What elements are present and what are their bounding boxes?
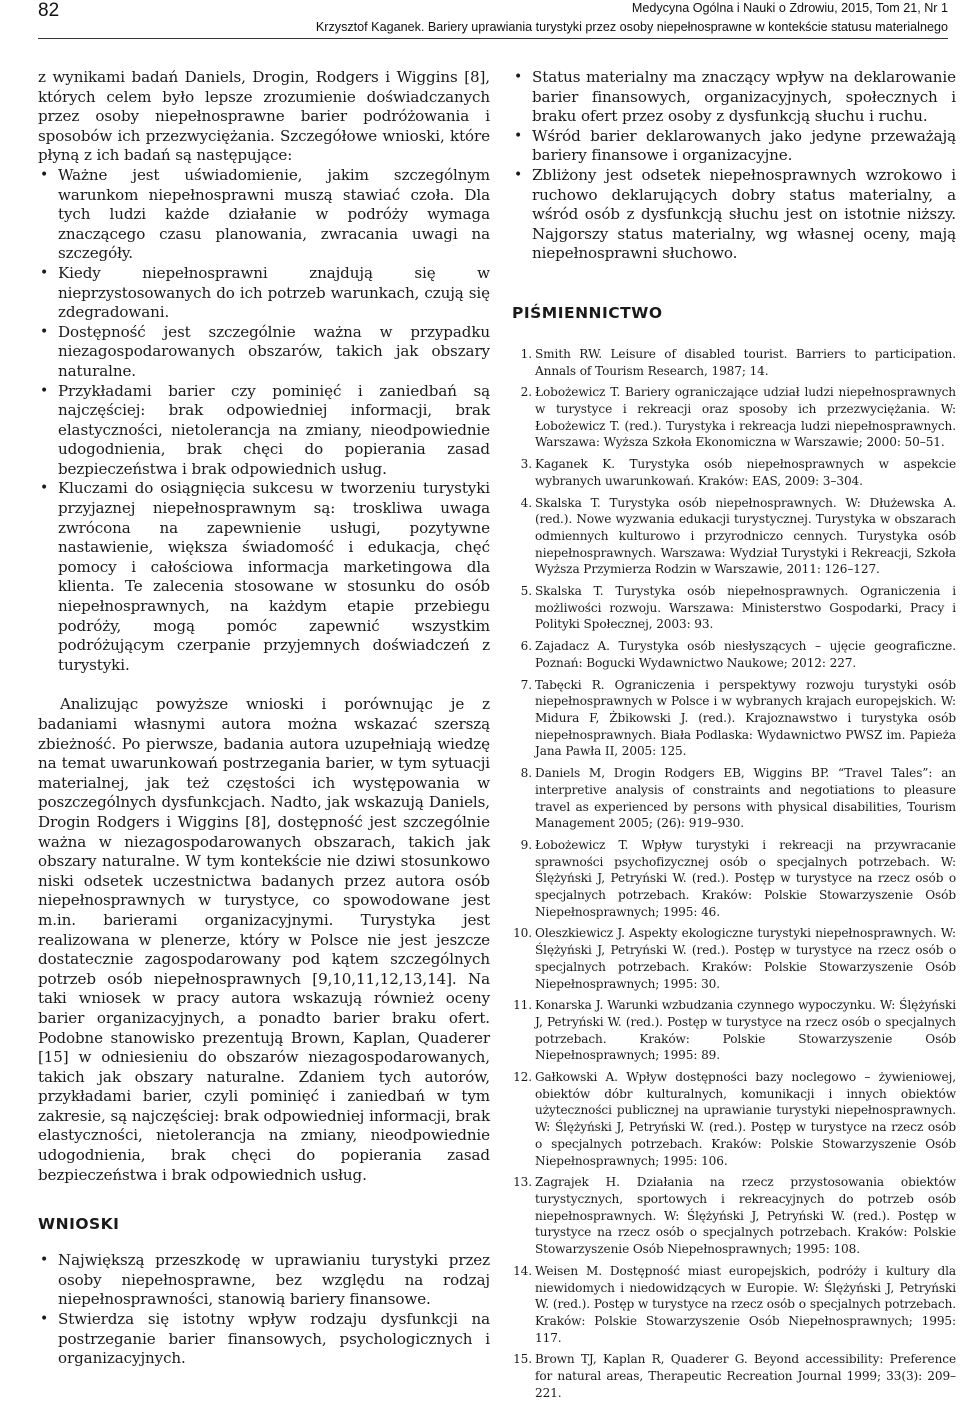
reference-item: [512, 765, 956, 832]
reference-number: 14.: [513, 1263, 532, 1278]
reference-number: 13.: [513, 1175, 532, 1190]
findings-item: [38, 264, 490, 323]
reference-item: [512, 583, 956, 633]
reference-number: 11.: [513, 998, 532, 1013]
section-heading-wnioski: WNIOSKI: [38, 1215, 120, 1234]
intro-paragraph: z wynikami badań Daniels, Drogin, Rodgers i Wiggins [8], których celem było lepsze zrozumienie doświadczanych przez osoby niepełnosprawne barier podróżowania i sposobów ich przezwyciężania. Szczegółowe wnioski, które płyną z ich badań są następujące:: [38, 68, 490, 165]
reference-text: Skalska T. Turystyka osób niepełnosprawnych. Ograniczenia i możliwości rozwoju. Warszawa: Ministerstwo Gospodarki, Pracy i Polityki Społecznej, 2003: 93.: [535, 584, 956, 632]
reference-number: 7.: [520, 677, 532, 692]
header-divider: [38, 38, 948, 39]
findings-text: Dostępność jest szczególnie ważna w przypadku niezagospodarowanych obszarów, takich jak obszary naturalne.: [58, 322, 490, 380]
references-list: [512, 346, 956, 1401]
reference-text: Kaganek K. Turystyka osób niepełnosprawnych w aspekcie wybranych uwarunkowań. Kraków: EAS, 2009: 3–304.: [535, 457, 956, 488]
conclusion-text: Zbliżony jest odsetek niepełnosprawnych wzrokowo i ruchowo deklarujących dobry status materialny, a wśród osób z dysfunkcją słuchu jest on istotnie niższy. Najgorszy status materialny, wg własnej oceny, mają niepełnosprawni słuchowo.: [532, 165, 956, 263]
right-column: [512, 68, 956, 1406]
reference-text: Smith RW. Leisure of disabled tourist. Barriers to participation. Annals of Tourism Research, 1987; 14.: [535, 346, 956, 378]
reference-item: [512, 997, 956, 1064]
bullet-icon: •: [40, 382, 49, 399]
reference-number: 15.: [513, 1352, 532, 1367]
reference-number: 2.: [520, 385, 532, 400]
findings-item: [38, 323, 490, 382]
reference-number: 4.: [520, 495, 532, 510]
reference-number: 6.: [520, 639, 532, 654]
reference-item: [512, 495, 956, 579]
findings-list: [38, 166, 490, 675]
reference-text: Daniels M, Drogin Rodgers EB, Wiggins BP. “Travel Tales”: an interpretive analysis of constraints and negotiations to pleasure travel as experienced by persons with physical disabilities, Tourism Management 2005; (26): 919–930.: [535, 766, 956, 831]
reference-number: 1.: [520, 346, 532, 361]
reference-item: [512, 837, 956, 921]
reference-number: 9.: [520, 837, 532, 852]
bullet-icon: •: [40, 264, 49, 281]
findings-item: [38, 166, 490, 264]
reference-text: Tabęcki R. Ograniczenia i perspektywy rozwoju turystyki osób niepełnosprawnych w Polsce i w wybranych krajach europejskich. W: Midura F, Żbikowski J. (red.). Krajoznawstwo i turystyka osób niepełnosprawnych. Biała Podlaska: Wydawnictwo PWSZ im. Papieża Jana Pawła II, 2005: 125.: [535, 677, 956, 759]
reference-number: 10.: [513, 926, 532, 941]
findings-text: Kiedy niepełnosprawni znajdują się w nieprzystosowanych do ich potrzeb warunkach, czują się zdegradowani.: [58, 263, 490, 322]
bullet-icon: •: [514, 69, 523, 85]
findings-text: Kluczami do osiągnięcia sukcesu w tworzeniu turystyki przyjaznej niepełnosprawnym są: troskliwa uwaga zwrócona na zapewnienie usługi, pozytywne nastawienie, większa świadomość i edukacja, chęć pomocy i całościowa informacja marketingowa dla klienta. Te zalecenia stosowane w stosunku do osób niepełnosprawnych, na każdym etapie przebiegu podróży, mogą pomóc zapewnić wszystkim podróżującym czerpanie przyjemnych doświadczeń z turystyki.: [58, 479, 490, 674]
reference-item: [512, 677, 956, 761]
bullet-icon: •: [40, 1252, 49, 1269]
reference-number: 3.: [520, 457, 532, 472]
reference-text: Zagrajek H. Działania na rzecz przystosowania obiektów turystycznych, sportowych i rekreacyjnych do potrzeb osób niepełnosprawnych. W: Ślężyński J, Petryński W. (red.). Postęp w turystyce na rzecz osób o specjalnych potrzebach. Kraków: Polskie Stowarzyszenie Osób Niepełnosprawnych; 1995: 108.: [535, 1175, 956, 1257]
findings-item: [38, 382, 490, 480]
findings-text: Ważne jest uświadomienie, jakim szczególnym warunkom niepełnosprawni muszą stawiać czoła. Dla tych ludzi każde działanie w podróży wymaga znaczącego czasu planowania, zwracania uwagi na szczegóły.: [58, 165, 490, 263]
findings-text: Przykładami barier czy pominięć i zaniedbań są najczęściej: brak odpowiedniej informacji, brak elastyczności, nietolerancja na zmiany, nieodpowiednie udogodnienia, brak chęci do popierania zasad bezpieczeństwa i brak odpowiednich usług.: [58, 381, 490, 478]
reference-item: [512, 638, 956, 671]
bullet-icon: •: [40, 166, 49, 183]
reference-item: [512, 925, 956, 992]
bullet-icon: •: [514, 166, 523, 183]
page-number: 82: [38, 0, 60, 21]
reference-text: Konarska J. Warunki wzbudzania czynnego wypoczynku. W: Ślężyński J, Petryński W. (red.). Postęp w turystyce na rzecz osób o specjalnych potrzebach. Kraków: Polskie Stowarzyszenie Osób Niepełnosprawnych; 1995: 89.: [535, 998, 956, 1063]
analysis-paragraph: Analizując powyższe wnioski i porównując je z badaniami własnymi autora można wskazać szerszą zbieżność. Po pierwsze, badania autora uzupełniają wiedzę na temat uwarunkowań postrzegania barier, w tym sytuacji materialnej, jak też częstości ich występowania w poszczególnych dysfunkcjach. Nadto, jak wskazują Daniels, Drogin Rodgers i Wiggins [8], dostępność jest szczególnie ważna w niezagospodarowanych obszarach, takich jak obszary naturalne. W tym kontekście nie dziwi stosunkowo niski odsetek uczestnictwa badanych przez autora osób niepełnosprawnych w turystyce, co spowodowane jest m.in. barierami organizacyjnymi. Turystyka jest realizowana w plenerze, który w Polsce nie jest jeszcze dostatecznie zagospodarowany pod kątem szczególnych potrzeb osób niepełnosprawnych [9,10,11,12,13,14]. Na taki wniosek w pracy autora wskazują również oceny barier organizacyjnych, a ponadto barier braku ofert. Podobne stanowisko prezentują Brown, Kaplan, Quaderer [15] w odniesieniu do obszarów niezagospodarowanych, takich jak obszary naturalne. Zdaniem tych autorów, przykładami barier, czyli pominięć i zaniedbań w tym zakresie, są najczęściej: brak odpowiedniej informacji, brak elastyczności, nietolerancja na zmiany, nieodpowiednie udogodnienia, brak chęci do popierania zasad bezpieczeństwa i brak odpowiednich usług.: [38, 695, 490, 1184]
conclusion-text: Status materialny ma znaczący wpływ na deklarowanie barier finansowych, organizacyjnych, społecznych i braku ofert przez osoby z dysfunkcją słuchu i ruchu.: [532, 68, 956, 126]
conclusion-item: [512, 127, 956, 166]
reference-number: 8.: [520, 766, 532, 781]
conclusion-item: [38, 1251, 490, 1310]
conclusion-text: Największą przeszkodę w uprawianiu turystyki przez osoby niepełnosprawne, bez względu na rodzaj niepełnosprawności, stanowią bariery finansowe.: [58, 1251, 490, 1309]
section-heading-references: PIŚMIENNICTWO: [512, 303, 663, 322]
reference-text: Łobożewicz T. Bariery ograniczające udział ludzi niepełnosprawnych w turystyce i rekreacji oraz sposoby ich przezwyciężania. W: Łobożewicz T. (red.). Turystyka i rekreacja ludzi niepełnosprawnych. Warszawa: Wyższa Szkoła Ekonomiczna w Warszawie; 2000: 50–51.: [535, 385, 956, 450]
running-head: Krzysztof Kaganek. Bariery uprawiania turystyki przez osoby niepełnosprawne w kontekście statusu materialnego: [315, 20, 948, 34]
bullet-icon: •: [40, 1311, 49, 1328]
bullet-icon: •: [40, 480, 49, 497]
conclusion-item: [512, 68, 956, 127]
bullet-icon: •: [514, 127, 523, 144]
findings-item: [38, 479, 490, 675]
reference-item: [512, 346, 956, 379]
reference-item: [512, 1069, 956, 1169]
journal-title: Medycyna Ogólna i Nauki o Zdrowiu, 2015, Tom 21, Nr 1: [631, 1, 948, 15]
reference-text: Gałkowski A. Wpływ dostępności bazy noclegowo – żywieniowej, obiektów dóbr kulturalnych, komunikacji i innych obiektów użyteczności publicznej na uprawianie turystyki niepełnosprawnych. W: Ślężyński J, Petryński W. (red.). Postęp w turystyce na rzecz osób o specjalnych potrzebach. Kraków: Polskie Stowarzyszenie Osób Niepełnosprawnych; 1995: 106.: [535, 1070, 956, 1168]
conclusion-text: Wśród barier deklarowanych jako jedyne przeważają bariery finansowe i organizacyjne.: [532, 126, 956, 165]
reference-text: Skalska T. Turystyka osób niepełnosprawnych. W: Dłużewska A. (red.). Nowe wyzwania edukacji turystycznej. Turystyka w obszarach odmiennych kulturowo i przyrodniczo cennych. Turystyka osób niepełnosprawnych. Warszawa: Wydział Turystyki i Rekreacji, Szkoła Wyższa Przymierza Rodzin w Warszawie, 2011: 126–127.: [535, 495, 956, 577]
conclusion-text: Stwierdza się istotny wpływ rodzaju dysfunkcji na postrzeganie barier finansowych, psychologicznych i organizacyjnych.: [58, 1310, 490, 1368]
reference-item: [512, 1263, 956, 1347]
conclusions-list: [38, 1251, 490, 1369]
reference-number: 12.: [513, 1070, 532, 1085]
reference-text: Zajadacz A. Turystyka osób niesłyszących – ujęcie geograficzne. Poznań: Bogucki Wydawnictwo Naukowe; 2012: 227.: [535, 639, 956, 670]
conclusion-item: [38, 1310, 490, 1369]
reference-text: Łobożewicz T. Wpływ turystyki i rekreacji na przywracanie sprawności psychofizycznej osób o specjalnych potrzebach. W: Ślężyński J, Petryński W. (red.). Postęp w turystyce na rzecz osób o specjalnych potrzebach. Kraków: Polskie Stowarzyszenie Osób Niepełnosprawnych; 1995: 46.: [535, 837, 956, 919]
bullet-icon: •: [40, 323, 49, 340]
conclusion-item: [512, 166, 956, 264]
reference-item: [512, 1174, 956, 1258]
reference-number: 5.: [520, 584, 532, 599]
conclusions-list-continued: [512, 68, 956, 264]
reference-item: [512, 1351, 956, 1401]
reference-item: [512, 456, 956, 489]
reference-text: Weisen M. Dostępność miast europejskich, podróży i kultury dla niewidomych i niedowidzących w Europie. W: Ślężyński J, Petryński W. (red.). Postęp w turystyce na rzecz osób o specjalnych potrzebach. Kraków: Polskie Stowarzyszenie Osób Niepełnosprawnych; 1995: 117.: [535, 1263, 956, 1345]
reference-text: Brown TJ, Kaplan R, Quaderer G. Beyond accessibility: Preference for natural areas, Therapeutic Recreation Journal 1999; 33(3): 209–221.: [535, 1352, 956, 1400]
reference-text: Oleszkiewicz J. Aspekty ekologiczne turystyki niepełnosprawnych. W: Ślężyński J, Petryński W. (red.). Postęp w turystyce na rzecz osób o specjalnych potrzebach. Kraków: Polskie Stowarzyszenie Osób Niepełnosprawnych; 1995: 30.: [535, 926, 956, 991]
reference-item: [512, 384, 956, 451]
left-column: [38, 68, 490, 1369]
